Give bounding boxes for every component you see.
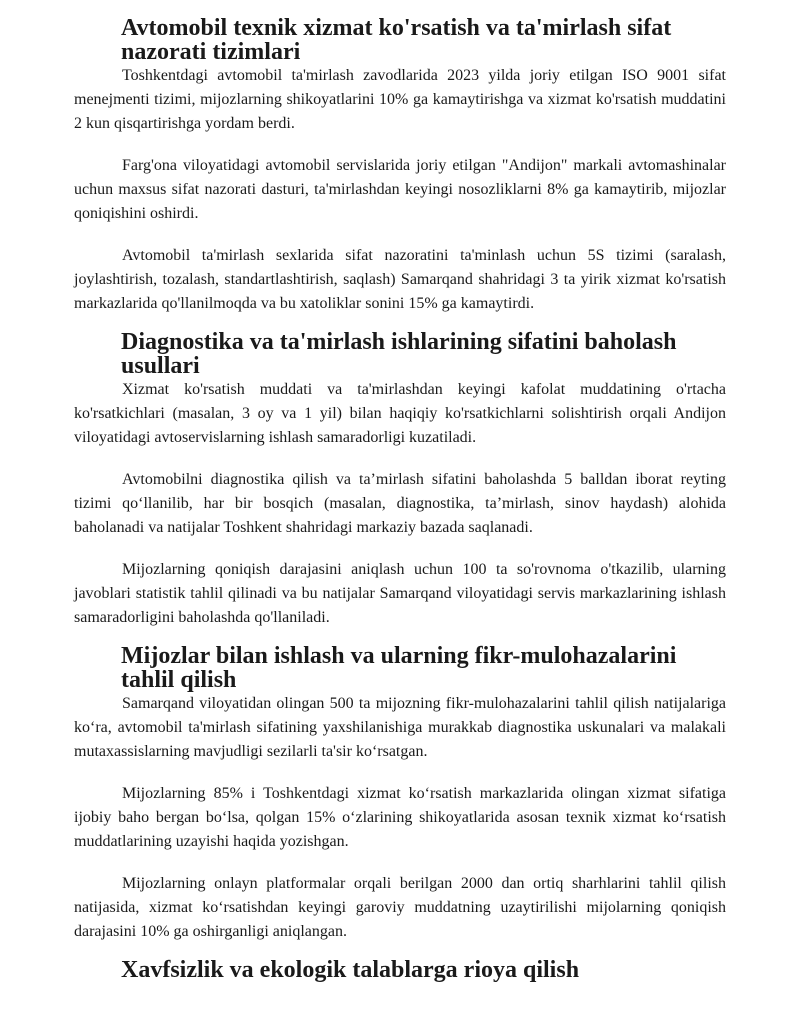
- paragraph: Mijozlarning 85% i Toshkentdagi xizmat ko‘rsatish markazlarida olingan xizmat sifatiga ijobiy baho bergan bo‘lsa, qolgan 15% o‘zlarining shikoyatlarida asosan texnik xizmat ko‘rsatish muddatlarining uzayishi haqida yozishgan.: [74, 785, 726, 850]
- paragraph: Samarqand viloyatidan olingan 500 ta mijozning fikr-mulohazalarini tahlil qilish natijalariga ko‘ra, avtomobil ta'mirlash sifatining yaxshilanishiga murakkab diagnostika uskunalari va malakali mutaxassislarning mavjudligi sezilarli ta'sir ko‘rsatgan.: [74, 695, 726, 760]
- section-heading: Diagnostika va ta'mirlash ishlarining sifatini baholash usullari: [121, 329, 677, 379]
- section-heading: Mijozlar bilan ishlash va ularning fikr-mulohazalarini tahlil qilish: [121, 643, 677, 693]
- paragraph: Xizmat ko'rsatish muddati va ta'mirlashdan keyingi kafolat muddatining o'rtacha ko'rsatkichlari (masalan, 3 oy va 1 yil) bilan haqiqiy ko'rsatkichlarni solishtirish orqali Andijon viloyatidagi avtoservislarning ishlash samaradorligi kuzatiladi.: [74, 381, 726, 446]
- paragraph: Farg'ona viloyatidagi avtomobil servislarida joriy etilgan "Andijon" markali avtomashinalar uchun maxsus sifat nazorati dasturi, ta'mirlashdan keyingi nosozliklarni 8% ga kamaytirib, mijozlar qoniqishini oshirdi.: [74, 157, 726, 222]
- paragraph: Mijozlarning onlayn platformalar orqali berilgan 2000 dan ortiq sharhlarini tahlil qilish natijasida, xizmat ko‘rsatishdan keyingi garoviy muddatning uzaytirilishi mijolarning qoniqish darajasini 10% ga oshirganligi aniqlangan.: [74, 875, 726, 940]
- section-heading: Avtomobil texnik xizmat ko'rsatish va ta'mirlash sifat nazorati tizimlari: [121, 15, 672, 65]
- paragraph: Avtomobil ta'mirlash sexlarida sifat nazoratini ta'minlash uchun 5S tizimi (saralash, joylashtirish, tozalash, standartlashtirish, saqlash) Samarqand shahridagi 3 ta yirik xizmat ko'rsatish markazlarida qo'llanilmoqda va bu xatoliklar sonini 15% ga kamaytirdi.: [74, 247, 726, 312]
- paragraph: Avtomobilni diagnostika qilish va ta’mirlash sifatini baholashda 5 balldan iborat reyting tizimi qo‘llanilib, har bir bosqich (masalan, diagnostika, ta’mirlash, sinov haydash) alohida baholanadi va natijalar Toshkent shahridagi markaziy bazada saqlanadi.: [74, 471, 726, 536]
- paragraph: Mijozlarning qoniqish darajasini aniqlash uchun 100 ta so'rovnoma o'tkazilib, ularning javoblari statistik tahlil qilinadi va bu natijalar Samarqand viloyatidagi servis markazlarining ishlash samaradorligini baholashda qo'llaniladi.: [74, 561, 726, 626]
- document-page: [74, 16, 726, 982]
- section-heading: Xavfsizlik va ekologik talablarga rioya qilish: [121, 957, 580, 983]
- paragraph: Toshkentdagi avtomobil ta'mirlash zavodlarida 2023 yilda joriy etilgan ISO 9001 sifat menejmenti tizimi, mijozlarning shikoyatlarini 10% ga kamaytirishga va xizmat ko'rsatish muddatini 2 kun qisqartirishga yordam berdi.: [74, 67, 726, 132]
